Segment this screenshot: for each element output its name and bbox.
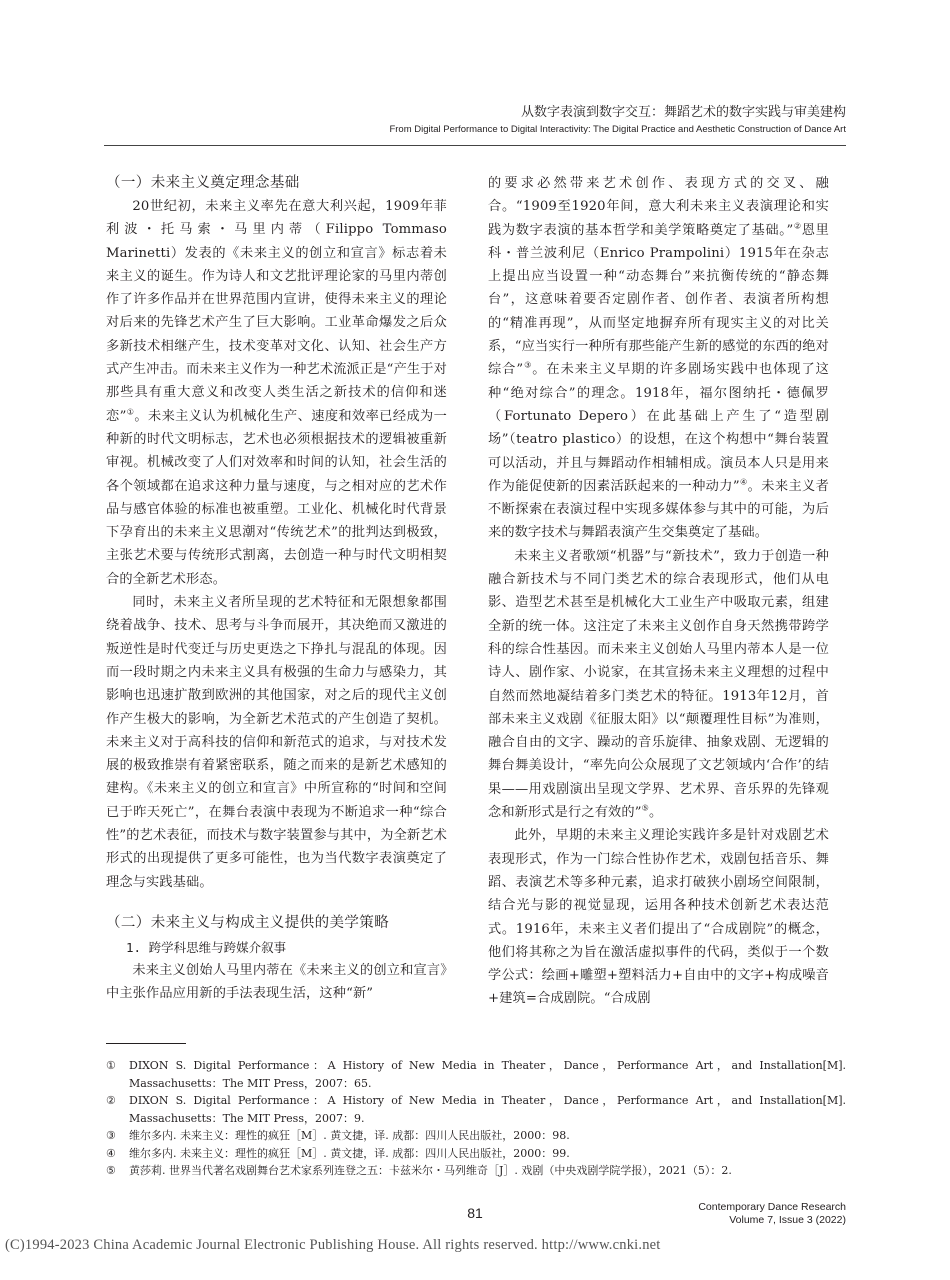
journal-volume: Volume 7, Issue 3 (2022) — [729, 1214, 846, 1226]
paragraph: 未来主义创始人马里内蒂在《未来主义的创立和宣言》中主张作品应用新的手法表现生活，这种“新” — [106, 962, 447, 1002]
paragraph: 同时，未来主义者所呈现的艺术特征和无限想象都围绕着战争、技术、思考与斗争而展开，其决绝而又激进的叛逆性是时代变迁与历史更迭之下挣扎与混乱的体现。因而一段时期之内未来主义具有极强的生命力与感染力，其影响也迅速扩散到欧洲的其他国家，对之后的现代主义创作产生极大的影响，为全新艺术范式的产生创造了契机。未来主义对于高科技的信仰和新范式的追求，与对技术发展的极致推崇有着紧密联系，随之而来的是新艺术感知的建构。《未来主义的创立和宣言》中所宣称的“时间和空间已于昨天死亡”，在舞台表演中表现为不断追求一种“综合性”的艺术表征，而技术与数字装置参与其中，为全新艺术形式的出现提供了更多可能性，也为当代数字表演奠定了理念与实践基础。 — [106, 595, 447, 890]
footnote-number: ② — [106, 1094, 116, 1107]
footnote-number: ① — [106, 1059, 116, 1072]
footnote-number: ④ — [106, 1146, 116, 1160]
paragraph — [106, 195, 447, 591]
footnote-ref[interactable]: ⑤ — [641, 803, 649, 813]
paragraph-text: 的要求必然带来艺术创作、表现方式的交叉、融合。“1909至1920年间，意大利未来主义表演理论和实践为数字表演的基本哲学和美学策略奠定了基础。” — [488, 176, 829, 238]
paragraph — [488, 545, 829, 825]
footnotes — [106, 1057, 846, 1180]
paragraph-text: 未来主义者歌颂“机器”与“新技术”，致力于创造一种融合新技术与不同门类艺术的综合表现形式，他们从电影、造型艺术甚至是机械化大工业生产中吸取元素，组建全新的统一体。这注定了未来主义创作自身天然携带跨学科的综合性基因。而未来主义创始人马里内蒂本人是一位诗人、剧作家、小说家，在其宣扬未来主义理想的过程中自然而然地凝结着多门类艺术的特征。1913年12月，首部未来主义戏剧《征服太阳》以“颠覆理性目标”为准则，融合自由的文字、躁动的音乐旋律、抽象戏剧、无逻辑的舞台舞美设计，“率先向公众展现了文艺领域内‘合作’的结果——用戏剧演出呈现文学界、艺术界、音乐界的先锋观念和新形式是行之有效的” — [488, 548, 829, 821]
footnote-text: 维尔多内. 未来主义：理性的疯狂［M］. 黄文捷，译. 成都：四川人民出版社，2000：99. — [129, 1146, 570, 1160]
left-column — [106, 172, 447, 1006]
paragraph — [488, 172, 829, 545]
copyright-line: (C)1994-2023 China Academic Journal Electronic Publishing House. All rights reserved. http://www.cnki.net — [5, 1237, 661, 1253]
footnote-ref[interactable]: ③ — [523, 360, 533, 370]
footnote-number: ⑤ — [106, 1164, 116, 1177]
paragraph-text: 。未来主义认为机械化生产、速度和效率已经成为一种新的时代文明标志，艺术也必须根据技术的逻辑被重新审视。机械改变了人们对效率和时间的认知，社会生活的各个领域都在追求这种力量与速度，与之相对应的艺术作品与感官体验的标准也被重塑。工业化、机械化时代背景下孕育出的未来主义思潮对“传统艺术”的批判达到极致，主张艺术要与传统形式割离，去创造一种与时代文明相契合的全新艺术形态。 — [106, 408, 447, 587]
paragraph-text: 。 — [648, 805, 663, 821]
footnote — [106, 1162, 846, 1180]
journal-info — [698, 1201, 846, 1227]
paragraph: 此外，早期的未来主义理论实践许多是针对戏剧艺术表现形式，作为一门综合性协作艺术，戏剧包括音乐、舞蹈、表演艺术等多种元素，追求打破狭小剧场空间限制，结合光与影的视觉显现，运用各种技术创新艺术表达范式。1916年，未来主义者们提出了“合成剧院”的概念，他们将其称之为旨在激活虚拟事件的代码，类似于一个数学公式：绘画+雕塑+塑料活力+自由中的文字+构成噪音+建筑=合成剧院。“合成剧 — [488, 828, 829, 1007]
page-number: 81 — [467, 1205, 483, 1221]
footnote-text: 黄莎莉. 世界当代著名戏剧舞台艺术家系列连登之五：卡兹米尔・马列维奇［J］. 戏剧（中央戏剧学院学报），2021（5）：2. — [129, 1164, 732, 1177]
footnote — [106, 1127, 846, 1145]
paragraph-text: 恩里科・普兰波利尼（Enrico Prampolini）1915年在杂志上提出应当设置一种“动态舞台”来抗衡传统的“静态舞台”，这意味着要否定剧作者、创作者、表演者所构想的“精准再现”，从而坚定地摒弃所有现实主义的对比关系，“应当实行一种所有那些能产生新的感觉的东西的绝对综合” — [488, 222, 829, 378]
subsection-heading: 1. 跨学科思维与跨媒介叙事 — [126, 939, 287, 955]
footnote-text: 维尔多内. 未来主义：理性的疯狂［M］. 黄文捷，译. 成都：四川人民出版社，2000：98. — [129, 1129, 570, 1142]
right-column — [488, 172, 829, 1011]
paragraph-text: 。未来主义者不断探索在表演过程中实现多媒体参与其中的可能，为后来的数字技术与舞蹈表演产生交集奠定了基础。 — [488, 478, 829, 541]
footnote — [106, 1092, 846, 1127]
section-heading-aesthetic-strategy: （二）未来主义与构成主义提供的美学策略 — [106, 914, 390, 931]
running-head — [389, 104, 846, 138]
footnote-number: ③ — [106, 1129, 116, 1142]
running-head-title-cn: 从数字表演到数字交互：舞蹈艺术的数字实践与审美建构 — [520, 105, 846, 120]
footnote-text: DIXON S. Digital Performance：A History of New Media in Theater，Dance，Performance Art，and Installation[M]. Massachusetts：The MIT Press，2007：9. — [129, 1094, 846, 1125]
paragraph-text: 20世纪初，未来主义率先在意大利兴起，1909年菲利波・托马索・马里内蒂（Filippo Tommaso Marinetti）发表的《未来主义的创立和宣言》标志着未来主义的诞生。作为诗人和文艺批评理论家的马里内蒂创作了许多作品并在世界范围内宣讲，使得未来主义的理论对后来的先锋艺术产生了巨大影响。工业革命爆发之后众多新技术相继产生，技术变革对文化、认知、社会生产方式产生冲击。而未来主义作为一种艺术流派正是“产生于对那些具有重大意义和改变人类生活之新技术的信仰和迷恋” — [106, 199, 447, 424]
footnote-ref[interactable]: ① — [126, 407, 135, 417]
footnote — [106, 1057, 846, 1092]
footnote — [106, 1145, 846, 1163]
journal-name: Contemporary Dance Research — [698, 1201, 846, 1213]
footnote-ref[interactable]: ④ — [739, 477, 748, 487]
footnote-ref[interactable]: ② — [793, 221, 802, 231]
paragraph-text: 。在未来主义早期的许多剧场实践中也体现了这种“绝对综合”的理念。1918年，福尔图纳托・德佩罗（Fortunato Depero）在此基础上产生了“造型剧场”（teatro plastico）的设想，在这个构想中“舞台装置可以活动，并且与舞蹈动作相辅相成。演员本人只是用来作为能促使新的因素活跃起来的一种动力” — [488, 362, 829, 494]
section-heading-futurism-foundation: （一）未来主义奠定理念基础 — [106, 175, 300, 191]
footnote-divider — [106, 1043, 186, 1044]
running-head-title-en: From Digital Performance to Digital Interactivity: The Digital Practice and Aesthetic Construction of Dance Art — [389, 124, 846, 135]
footnote-text: DIXON S. Digital Performance：A History of New Media in Theater，Dance，Performance Art，and Installation[M]. Massachusetts：The MIT Press，2007：65. — [129, 1059, 846, 1090]
header-divider — [104, 145, 846, 146]
